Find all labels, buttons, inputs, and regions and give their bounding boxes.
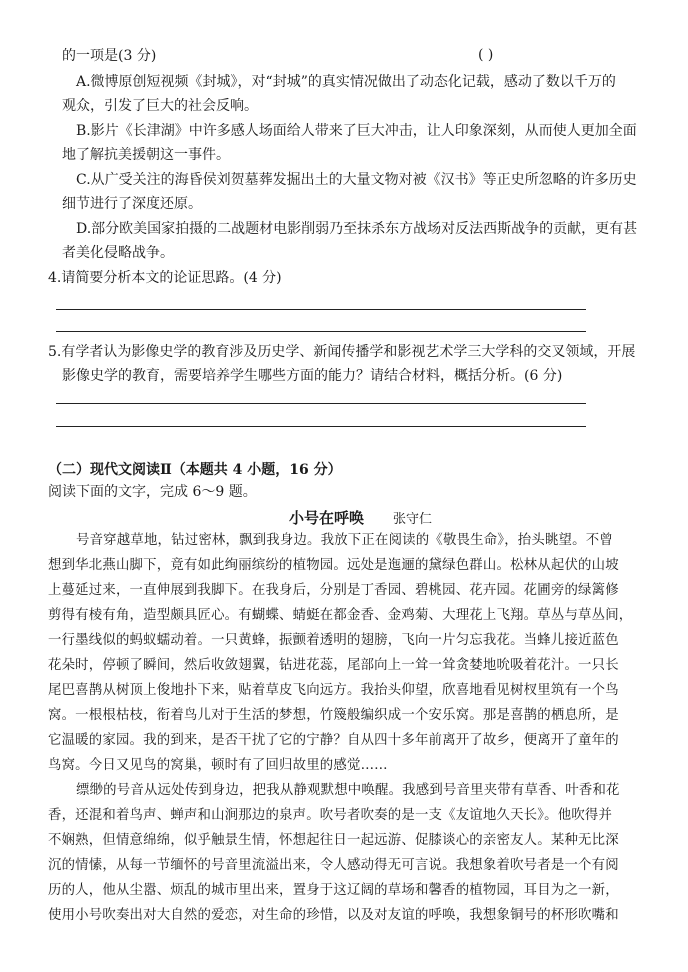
answer-line xyxy=(56,426,586,427)
section-instruction: 阅读下面的文字，完成 6～9 题。 xyxy=(48,484,257,500)
answer-bracket: ( ) xyxy=(478,47,494,63)
passage-line: 鸟窝。今日又见鸟的窝巢，顿时有了回归故里的感觉…… xyxy=(48,758,388,773)
answer-line xyxy=(56,403,586,404)
passage-line: 香，还混和着鸟声、蝉声和山涧那边的泉声。吹号者吹奏的是一支《友谊地久天长》。他吹得并 xyxy=(48,808,613,823)
section-heading: （二）现代文阅读Ⅱ（本题共 4 小题，16 分） xyxy=(48,462,342,478)
option-b-line-2: 地了解抗美援朝这一事件。 xyxy=(62,147,230,163)
passage-line: 它温暖的家园。我的到来，是否干扰了它的宁静？自从四十多年前离开了故乡，便离开了童年的 xyxy=(48,733,619,748)
passage-line: 想到华北燕山脚下，竟有如此绚丽缤纷的植物园。远处是迤逦的黛绿色群山。松林从起伏的山坡 xyxy=(48,558,619,573)
passage-line: 上蔓延过来，一直伸展到我脚下。在我身后，分别是丁香园、碧桃园、花卉园。花圃旁的绿篱修 xyxy=(48,583,619,598)
option-d-line-2: 者美化侵略战争。 xyxy=(62,245,174,261)
question-4: 4.请简要分析本文的论证思路。(4 分) xyxy=(48,270,282,286)
option-b-line-1: B.影片《长津湖》中许多感人场面给人带来了巨大冲击，让人印象深刻，从而使人更加全面 xyxy=(76,123,637,139)
option-a-line-2: 观众，引发了巨大的社会反响。 xyxy=(62,98,258,114)
option-d-line-1: D.部分欧美国家拍摄的二战题材电影削弱乃至抹杀东方战场对反法西斯战争的贡献，更有甚 xyxy=(76,221,638,237)
passage-line: 剪得有棱有角，造型颇具匠心。有蝴蝶、蜻蜓在都金香、金鸡菊、大理花上飞翔。草丛与草丛间， xyxy=(48,608,633,623)
article-title: 小号在呼唤 xyxy=(289,509,365,527)
passage-line: 历的人，他从尘嚣、烦乱的城市里出来，置身于这辽阔的草场和馨香的植物园，耳目为之一新， xyxy=(48,883,619,898)
option-c-line-2: 细节进行了深度还原。 xyxy=(62,196,202,212)
question-3-stem: 的一项是(3 分) xyxy=(62,48,157,64)
passage-line: 尾巴喜鹊从树顶上俊地扑下来，贴着草皮飞向远方。我抬头仰望，欣喜地看见树杈里筑有一个鸟 xyxy=(48,683,619,698)
option-a-line-1: A.微博原创短视频《封城》，对“封城”的真实情况做出了动态化记载，感动了数以千万的 xyxy=(76,74,616,90)
passage-line: 花朵时，停顿了瞬间，然后收敛翅翼，钻进花蕊，尾部向上一耸一耸贪婪地吮吸着花汁。一只长 xyxy=(48,658,619,673)
question-5-line-1: 5.有学者认为影像史学的教育涉及历史学、新闻传播学和影视艺术学三大学科的交叉领域，开展 xyxy=(48,344,636,360)
answer-line xyxy=(56,331,586,332)
passage-line: 不娴熟，但情意绵绵，似乎触景生情，怀想起往日一起远游、促膝谈心的亲密友人。某种无比深 xyxy=(48,833,619,848)
passage-line: 使用小号吹奏出对大自然的爱恋，对生命的珍惜，以及对友谊的呼唤，我想象铜号的杯形吹嘴和 xyxy=(48,908,619,923)
option-c-line-1: C.从广受关注的海昏侯刘贺墓葬发掘出土的大量文物对被《汉书》等正史所忽略的许多历史 xyxy=(76,172,637,188)
passage-line: 窝。一根根枯枝，衔着鸟儿对于生活的梦想，竹篾般编织成一个安乐窝。那是喜鹊的栖息所，是 xyxy=(48,708,619,723)
passage-line: 缥缈的号音从远处传到身边，把我从静观默想中唤醒。我感到号音里夹带有草香、叶香和花 xyxy=(76,783,620,798)
question-5-line-2: 影像史学的教育，需要培养学生哪些方面的能力？请结合材料，概括分析。(6 分) xyxy=(62,368,563,384)
passage-line: 沉的情愫，从每一节缅怀的号音里流溢出来，令人感动得无可言说。我想象着吹号者是一个有阅 xyxy=(48,858,619,873)
passage-line: 一行墨线似的蚂蚁蠕动着。一只黄蜂，振颤着透明的翅膀，飞向一片匀忘我花。当蜂儿接近蓝色 xyxy=(48,633,619,648)
article-author: 张守仁 xyxy=(393,512,433,527)
passage-line: 号音穿越草地，钻过密林，飘到我身边。我放下正在阅读的《敬畏生命》，抬头眺望。不曾 xyxy=(76,533,613,548)
answer-line xyxy=(56,309,586,310)
